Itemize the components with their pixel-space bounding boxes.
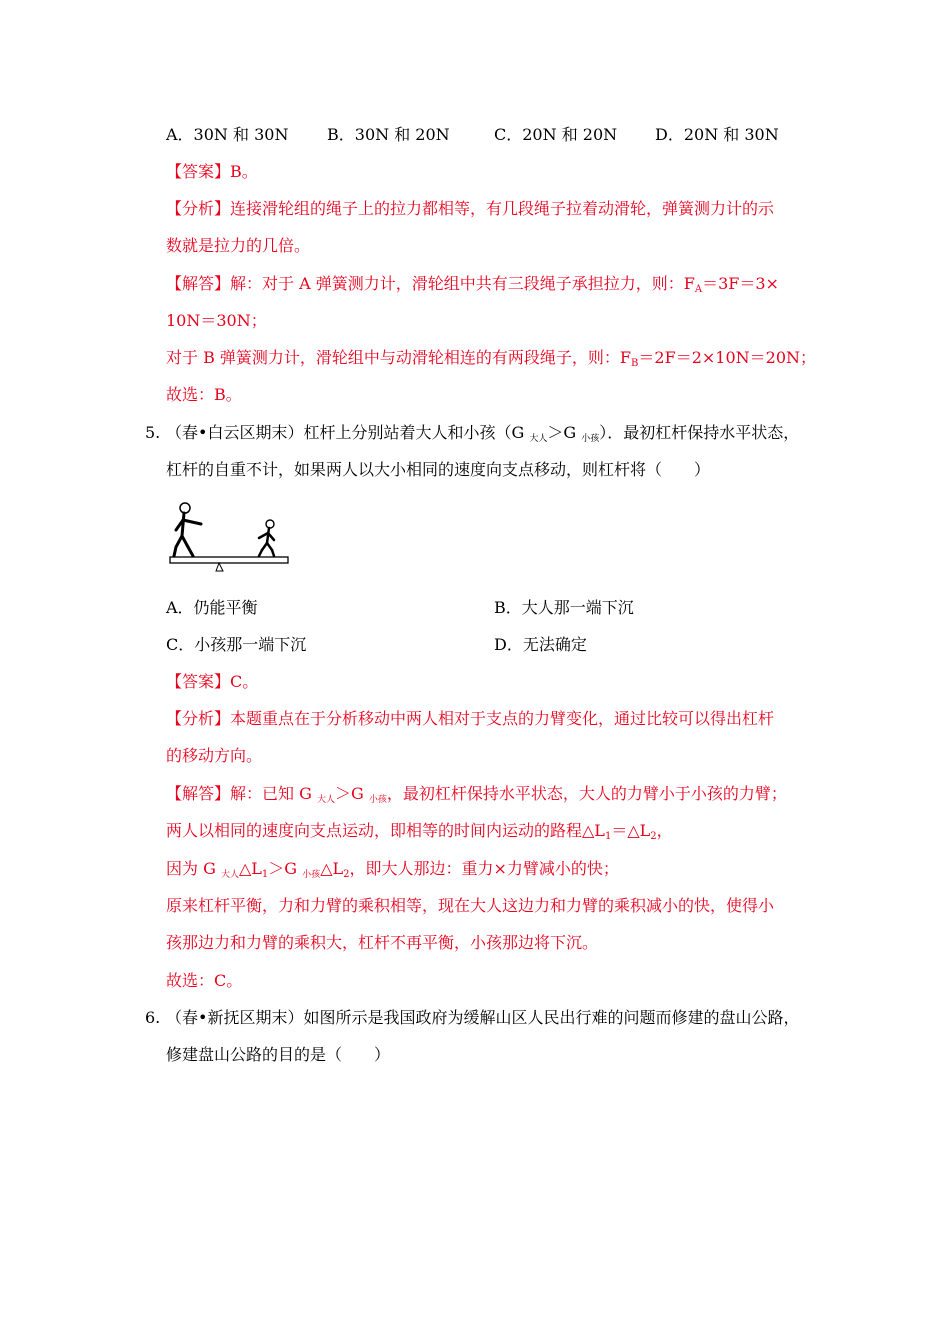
- lever-plank: [170, 557, 288, 563]
- q4-solution-line-3: [166, 347, 816, 375]
- q5-sol2-b: ＝△L: [611, 821, 651, 840]
- q5-sol2-sub2: 2: [650, 831, 657, 842]
- adult-figure-icon: [174, 503, 201, 556]
- q5-sol2-a: 两人以相同的速度向支点运动，即相等的时间内运动的路程△L: [166, 821, 605, 840]
- option-a: A．30N 和 30N: [166, 125, 289, 144]
- q4-solution-line-1: [166, 273, 779, 301]
- fulcrum-icon: [216, 563, 223, 571]
- q5-sol3-d: △L: [320, 859, 344, 878]
- q5-stem-b: ＞G: [547, 423, 582, 442]
- q6-stem-line-1: （春•新抚区期末）如图所示是我国政府为缓解山区人民出行难的问题而修建的盘山公路，: [166, 1008, 800, 1027]
- q6-stem-line-2: 修建盘山公路的目的是（ ）: [166, 1045, 391, 1064]
- q4-solution-text-a: 【解答】解：对于 A 弹簧测力计，滑轮组中共有三段绳子承担拉力，则：F: [166, 274, 695, 293]
- q4-analysis-line-2: 数就是拉力的几倍。: [166, 236, 311, 255]
- q5-option-b: B．大人那一端下沉: [494, 598, 634, 617]
- q5-stem-line-2: 杠杆的自重不计，如果两人以大小相同的速度向支点移动，则杠杆将（ ）: [166, 460, 711, 479]
- q5-solution-line-5: 孩那边力和力臂的乘积大，杠杆不再平衡，小孩那边将下沉。: [166, 933, 599, 952]
- q5-sol1-sub-adult: 大人: [316, 795, 335, 805]
- option-c: C．20N 和 20N: [494, 125, 618, 144]
- q5-stem-sub-child: 小孩: [581, 434, 600, 444]
- q5-stem-a: （春•白云区期末）杠杆上分别站着大人和小孩（G: [166, 423, 530, 442]
- q5-sol2-c: ，: [656, 821, 673, 840]
- q5-option-d: D．无法确定: [494, 635, 587, 654]
- q5-option-a: A．仍能平衡: [166, 598, 258, 617]
- q4-choice: 故选：B。: [166, 385, 242, 404]
- q5-sol1-a: 【解答】解：已知 G: [166, 784, 317, 803]
- q4-solution-text-b: ＝3F＝3×: [702, 274, 779, 293]
- q5-stem-sub-adult: 大人: [529, 434, 548, 444]
- q4-solution-sub-a: A: [694, 284, 703, 295]
- q4-solution-line-2: 10N＝30N；: [166, 311, 267, 330]
- q5-sol3-sub-l1: 1: [261, 869, 269, 880]
- q5-analysis-line-1: 【分析】本题重点在于分析移动中两人相对于支点的力臂变化，通过比较可以得出杠杆: [166, 709, 775, 728]
- lever-figure: [166, 500, 290, 578]
- child-figure-icon: [259, 520, 274, 556]
- q5-sol2-sub1: 1: [604, 831, 612, 842]
- q5-choice: 故选：C。: [166, 971, 243, 990]
- q5-sol1-b: ＞G: [334, 784, 369, 803]
- q5-sol3-e: ，即大人那边：重力×力臂减小的快；: [349, 859, 619, 878]
- q4-solution3-text-b: ＝2F＝2×10N＝20N；: [638, 348, 816, 367]
- q5-sol3-sub-child: 小孩: [302, 870, 321, 880]
- q5-answer: 【答案】C。: [166, 672, 259, 691]
- q4-solution3-text-a: 对于 B 弹簧测力计，滑轮组中与动滑轮相连的有两段绳子，则：F: [166, 348, 632, 367]
- q4-answer: 【答案】B。: [166, 162, 258, 181]
- q5-solution-line-1: [166, 783, 787, 811]
- q5-number: 5.: [145, 423, 161, 442]
- option-d: D．20N 和 30N: [655, 125, 779, 144]
- q4-solution3-sub: B: [631, 358, 639, 369]
- q5-stem-line-1: [166, 422, 799, 450]
- q5-solution-line-2: [166, 820, 673, 848]
- q5-analysis-line-2: 的移动方向。: [166, 746, 263, 765]
- q5-sol3-sub-l2: 2: [343, 869, 350, 880]
- q5-stem-c: ）．最初杠杆保持水平状态，: [599, 423, 800, 442]
- q5-sol1-c: ，最初杠杆保持水平状态，大人的力臂小于小孩的力臂；: [386, 784, 787, 803]
- q5-option-c: C．小孩那一端下沉: [166, 635, 307, 654]
- q5-solution-line-3: [166, 858, 619, 886]
- q4-analysis-line-1: 【分析】连接滑轮组的绳子上的拉力都相等，有几段绳子拉着动滑轮，弹簧测力计的示: [166, 199, 775, 218]
- q5-sol3-c: ＞G: [268, 859, 303, 878]
- q5-sol1-sub-child: 小孩: [368, 795, 387, 805]
- q5-solution-line-4: 原来杠杆平衡，力和力臂的乘积相等，现在大人这边力和力臂的乘积减小的快，使得小: [166, 896, 775, 915]
- q6-number: 6.: [145, 1008, 161, 1027]
- q5-sol3-sub-adult: 大人: [220, 870, 239, 880]
- q5-sol3-a: 因为 G: [166, 859, 221, 878]
- option-b: B．30N 和 20N: [327, 125, 450, 144]
- q5-sol3-b: △L: [238, 859, 262, 878]
